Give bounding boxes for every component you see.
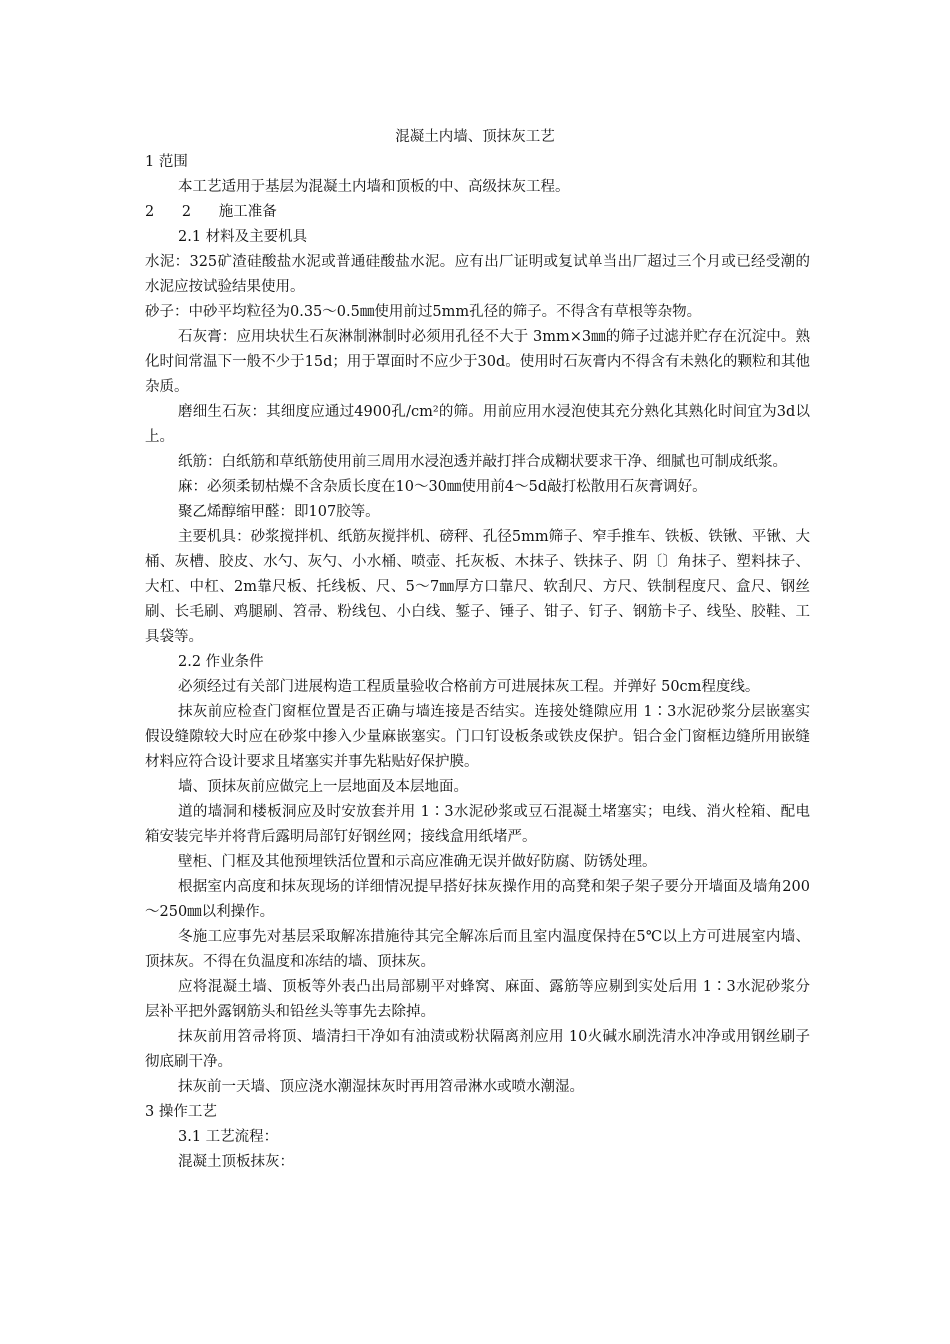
paragraph: 混凝土顶板抹灰： — [178, 1154, 294, 1170]
section-heading: 3 操作工艺 — [145, 1104, 217, 1120]
paragraph: 道的墙洞和楼板洞应及时安放套并用 1∶3水泥砂浆或豆石混凝土堵塞实；电线、消火栓箱、配电箱安装完毕并将背后露明局部钉好钢丝网；接线盒用纸堵严。 — [145, 804, 810, 845]
paragraph: 水泥：325矿渣硅酸盐水泥或普通硅酸盐水泥。应有出厂证明或复试单当出厂超过三个月或已经受潮的水泥应按试验结果使用。 — [145, 254, 810, 295]
paragraph: 本工艺适用于基层为混凝土内墙和顶板的中、高级抹灰工程。 — [178, 179, 570, 195]
paragraph: 必须经过有关部门进展构造工程质量验收合格前方可进展抹灰工程。并弹好 50cm程度线。 — [178, 679, 760, 695]
paragraph: 麻：必须柔韧枯燥不含杂质长度在10～30㎜使用前4～5d敲打松散用石灰膏调好。 — [178, 479, 707, 495]
document-title: 混凝土内墙、顶抹灰工艺 — [395, 129, 555, 145]
paragraph: 主要机具：砂浆搅拌机、纸筋灰搅拌机、磅秤、孔径5mm筛子、窄手推车、铁板、铁锹、平锹、大桶、灰槽、胶皮、水勺、灰勺、小水桶、喷壶、托灰板、木抹子、铁抹子、阴〔〕角抹子、塑料抹子、大杠、中杠、2m靠尺板、托线板、尺、5～7㎜厚方口靠尺、软刮尺、方尺、铁制程度尺、盒尺、钢丝刷、长毛刷、鸡腿刷、笤帚、粉线包、小白线、錾子、锤子、钳子、钉子、钢筋卡子、线坠、胶鞋、工具袋等。 — [145, 529, 810, 645]
paragraph: 壁柜、门框及其他预埋铁活位置和示高应准确无误并做好防腐、防锈处理。 — [178, 854, 657, 870]
paragraph: 磨细生石灰：其细度应通过4900孔/cm²的筛。用前应用水浸泡使其充分熟化其熟化时间宜为3d以上。 — [145, 404, 810, 445]
section-heading: 1 范围 — [145, 154, 188, 170]
paragraph: 抹灰前应检查门窗框位置是否正确与墙连接是否结实。连接处缝隙应用 1∶3水泥砂浆分层嵌塞实假设缝隙较大时应在砂浆中掺入少量麻嵌塞实。门口钉设板条或铁皮保护。铝合金门窗框边缝所用嵌缝材料应符合设计要求且堵塞实并事先粘贴好保护膜。 — [145, 704, 810, 770]
paragraph: 抹灰前用笤帚将顶、墙清扫干净如有油渍或粉状隔离剂应用 10火碱水刷洗清水冲净或用钢丝刷子彻底刷干净。 — [145, 1029, 810, 1070]
paragraph: 应将混凝土墙、顶板等外表凸出局部剔平对蜂窝、麻面、露筋等应剔到实处后用 1∶3水泥砂浆分层补平把外露钢筋头和铅丝头等事先去除掉。 — [145, 979, 810, 1020]
paragraph: 纸筋：白纸筋和草纸筋使用前三周用水浸泡透并敲打拌合成糊状要求干净、细腻也可制成纸浆。 — [178, 454, 787, 470]
paragraph: 聚乙烯醇缩甲醛：即107胶等。 — [178, 504, 380, 520]
paragraph: 墙、顶抹灰前应做完上一层地面及本层地面。 — [178, 779, 468, 795]
paragraph: 石灰膏：应用块状生石灰淋制淋制时必须用孔径不大于 3mm×3㎜的筛子过滤并贮存在沉淀中。熟化时间常温下一般不少于15d；用于罩面时不应少于30d。使用时石灰膏内不得含有未熟化的颗粒和其他杂质。 — [145, 329, 810, 395]
paragraph: 根据室内高度和抹灰现场的详细情况提早搭好抹灰操作用的高凳和架子架子要分开墙面及墙角200～250㎜以利操作。 — [145, 879, 810, 920]
paragraph: 抹灰前一天墙、顶应浇水潮湿抹灰时再用笤帚淋水或喷水潮湿。 — [178, 1079, 584, 1095]
paragraph: 冬施工应事先对基层采取解冻措施待其完全解冻后而且室内温度保持在5℃以上方可进展室内墙、顶抹灰。不得在负温度和冻结的墙、顶抹灰。 — [145, 929, 810, 970]
document-body — [145, 150, 810, 1175]
paragraph: 砂子：中砂平均粒径为0.35～0.5㎜使用前过5mm孔径的筛子。不得含有草根等杂物。 — [145, 304, 702, 320]
subsection-heading: 2.2 作业条件 — [178, 654, 264, 670]
subsection-heading: 3.1 工艺流程： — [178, 1129, 279, 1145]
subsection-heading: 2.1 材料及主要机具 — [178, 229, 308, 245]
section-heading: 2 2 施工准备 — [145, 204, 277, 220]
